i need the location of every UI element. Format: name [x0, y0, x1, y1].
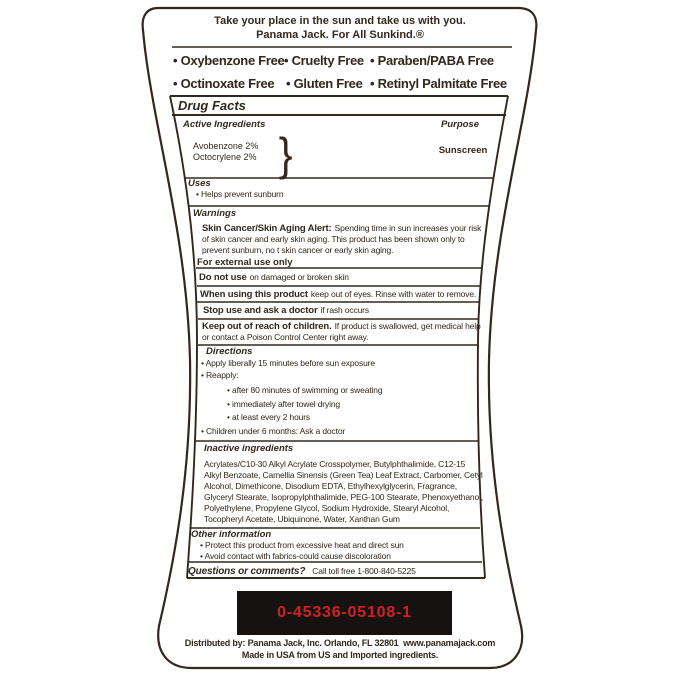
directions-sub-bullet-swimming: • after 80 minutes of swimming or sweating — [227, 386, 382, 396]
claim-octinoxate-free: • Octinoxate Free — [173, 77, 274, 92]
when-using-row — [200, 290, 476, 301]
directions-heading: Directions — [206, 346, 253, 357]
other-information-heading: Other information — [191, 529, 272, 540]
stop-use-row — [203, 306, 369, 317]
directions-sub-bullet-towel: • immediately after towel drying — [227, 400, 340, 410]
stop-use-text: if rash occurs — [320, 305, 369, 315]
purpose-heading: Purpose — [440, 119, 479, 130]
other-bullet-heat: • Protect this product from excessive heat and direct sun — [200, 541, 404, 551]
upc-box — [237, 591, 452, 635]
keep-out-text: If product is swallowed, get medical help or contact a Poison Control Center right away. — [202, 321, 481, 342]
claim-retinyl-palmitate-free: • Retinyl Palmitate Free — [370, 77, 507, 92]
other-bullet-fabrics: • Avoid contact with fabrics-could cause discoloration — [200, 552, 391, 562]
skin-cancer-alert-text: Spending time in sun increases your risk of skin cancer and early skin aging. This product has been shown only to prevent sunburn, no t skin cancer or early skin aging. — [202, 223, 482, 255]
do-not-use-row — [199, 273, 349, 284]
active-ingredients-heading: Active Ingredients — [183, 119, 266, 130]
skin-cancer-alert-label: Skin Cancer/Skin Aging Alert: — [202, 223, 332, 234]
tagline-line1: Take your place in the sun and take us with you. — [214, 15, 466, 27]
claim-gluten-free: • Gluten Free — [286, 77, 363, 92]
when-using-label: When using this product — [200, 289, 308, 300]
active-ingredient-octocrylene: Octocrylene 2% — [193, 152, 257, 162]
inactive-ingredients-heading: Inactive ingredients — [204, 443, 294, 454]
keep-out-row — [202, 321, 486, 343]
stop-use-label: Stop use and ask a doctor — [203, 305, 318, 316]
questions-row — [188, 566, 416, 578]
warnings-heading: Warnings — [193, 208, 237, 219]
directions-bullet-apply: • Apply liberally 15 minutes before sun exposure — [201, 359, 375, 369]
do-not-use-text: on damaged or broken skin — [249, 272, 349, 282]
directions-bullet-reapply: • Reapply: — [201, 371, 238, 381]
uses-heading: Uses — [188, 178, 211, 189]
directions-sub-bullet-2hours: • at least every 2 hours — [227, 413, 310, 423]
footer-made-in-usa: Made in USA from US and Imported ingredients. — [241, 650, 439, 660]
drug-facts-title: Drug Facts — [178, 98, 246, 113]
claim-oxybenzone-free: • Oxybenzone Free — [173, 54, 284, 69]
skin-cancer-alert — [202, 223, 488, 256]
questions-label: Questions or comments? — [188, 566, 306, 577]
inactive-ingredients-text: Acrylates/C10-30 Alkyl Acrylate Crosspolymer, Butylphthalimide, C12-15 Alkyl Benzoate, Camellia Sinensis (Green Tea) Leaf Extract, Carbomer, Cetyl Alcohol, Dimethicone, Disodium EDTA, Ethylhexylglycerin, Fragrance, Glyceryl Stearate, Isopropylphthalimide, PEG-100 Stearate, Phenoxyethanol, Polyethylene, Propylene Glycol, Sodium Hydroxide, Stearyl Alcohol, Tocopheryl Acetate, Ubiquinone, Water, Xanthan Gum — [204, 459, 484, 524]
questions-text: Call toll free 1-800-840-5225 — [312, 566, 416, 576]
active-ingredient-avobenzone: Avobenzone 2% — [193, 141, 259, 151]
external-use-row: For external use only — [197, 257, 293, 268]
footer-distributed-by: Distributed by: Panama Jack, Inc. Orlando, FL 32801 www.panamajack.com — [184, 638, 496, 648]
keep-out-label: Keep out of reach of children. — [202, 321, 332, 332]
do-not-use-label: Do not use — [199, 272, 247, 283]
brace-icon: } — [278, 128, 293, 180]
directions-bullet-children: • Children under 6 months: Ask a doctor — [201, 427, 345, 437]
claim-cruelty-free: • Cruelty Free — [284, 54, 364, 69]
uses-bullet: • Helps prevent sunburn — [196, 190, 283, 200]
claim-paraben-paba-free: • Paraben/PABA Free — [370, 54, 494, 69]
upc-code: 0-45336-05108-1 — [277, 604, 412, 621]
when-using-text: keep out of eyes. Rinse with water to remove. — [310, 289, 477, 299]
purpose-value: Sunscreen — [438, 145, 488, 156]
tagline-line2: Panama Jack. For All Sunkind.® — [256, 29, 424, 41]
